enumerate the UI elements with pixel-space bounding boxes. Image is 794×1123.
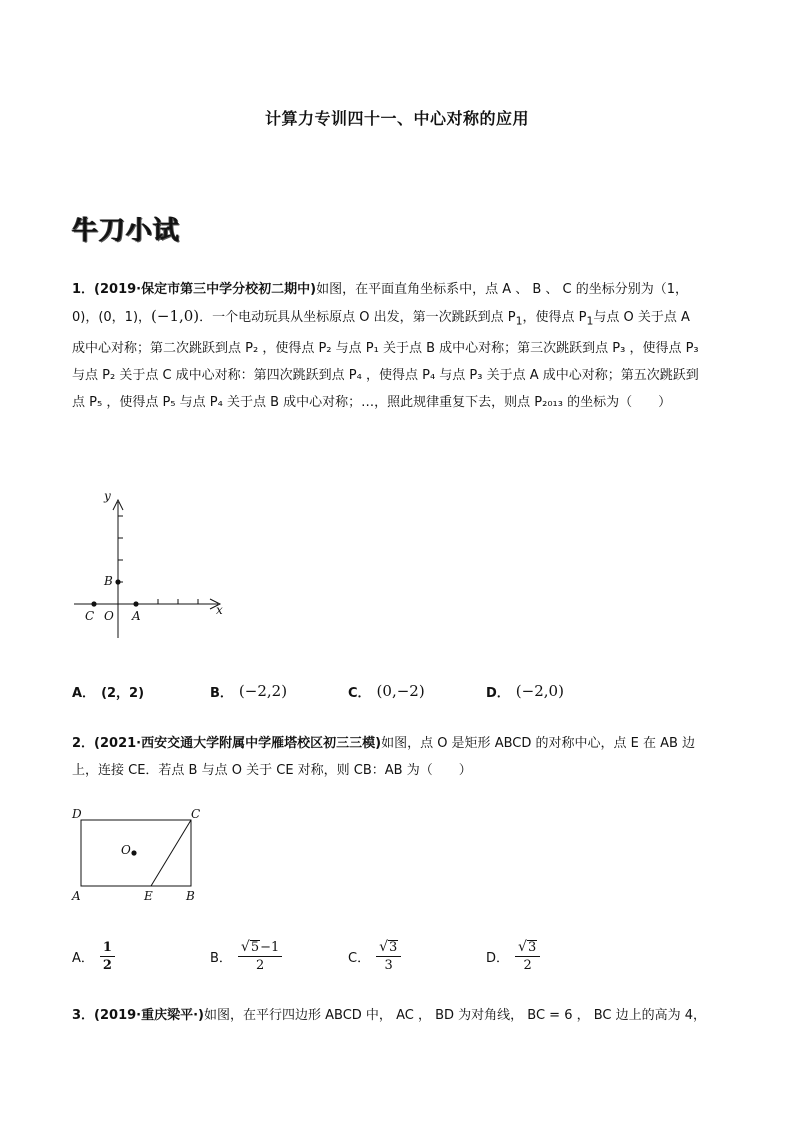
denominator: 2 <box>523 957 532 973</box>
q1-line2-e: 与点 O 关于点 A <box>593 310 690 325</box>
label-o: O <box>104 609 114 623</box>
q1-line-3: 成中心对称；第二次跳跃到点 P₂ ，使得点 P₂ 与点 P₁ 关于点 B 成中心对称；第三次跳跃到点 P₃ ，使得点 P₃ <box>72 340 699 356</box>
radicand: 5 <box>250 939 260 955</box>
q1-choices <box>72 676 732 706</box>
label-o: O <box>121 843 131 857</box>
numerator <box>238 940 282 957</box>
q2-figure <box>66 804 216 906</box>
q2-line-1 <box>72 730 732 757</box>
sqrt <box>518 940 537 955</box>
denominator: 3 <box>384 957 393 973</box>
radical-sign: √ <box>518 938 527 955</box>
q3-line-1 <box>72 1002 732 1029</box>
radicand: 3 <box>527 939 537 955</box>
q1-choice-b[interactable] <box>210 676 287 706</box>
section-title: 牛刀小试 <box>72 216 181 246</box>
numerator: 1 <box>100 940 115 957</box>
sqrt <box>241 940 260 955</box>
radical-sign: √ <box>379 938 388 955</box>
choice-label: D． <box>486 685 510 701</box>
q2-choice-c[interactable] <box>348 936 401 976</box>
q1-source: 1．(2019·保定市第三中学分校初二期中) <box>72 282 317 297</box>
fraction <box>376 940 401 973</box>
choice-value: (2，2) <box>101 685 145 701</box>
q3-line1-text: 如图，在平行四边形 ABCD 中， AC ， BD 为对角线， BC = 6 ， BC 边上的高为 4， <box>204 1008 707 1023</box>
q2-source: 2．(2021·西安交通大学附属中学雁塔校区初三三模) <box>72 736 382 751</box>
fraction <box>238 940 282 973</box>
label-x: x <box>216 603 223 617</box>
question-1 <box>72 276 732 416</box>
fraction <box>515 940 540 973</box>
choice-value: (−2,0) <box>515 682 564 700</box>
q1-line-2 <box>72 303 732 335</box>
numerator <box>515 940 540 957</box>
choice-value: (0,−2) <box>376 682 425 700</box>
choice-label: C． <box>348 685 371 701</box>
segment-ce <box>151 820 191 886</box>
numerator-rest: −1 <box>260 939 280 955</box>
radicand: 3 <box>389 939 398 955</box>
denominator: 2 <box>255 957 265 973</box>
choice-label: A． <box>72 950 94 966</box>
q2-choice-d[interactable] <box>486 936 540 976</box>
q1-choice-d[interactable] <box>486 676 564 706</box>
q1-line-4: 与点 P₂ 关于点 C 成中心对称：第四次跳跃到点 P₄ ，使得点 P₄ 与点 P₃ 关于点 A 成中心对称；第五次跳跃到 <box>72 367 699 383</box>
page-title: 计算力专训四十一、中心对称的应用 <box>264 109 529 128</box>
label-y: y <box>104 489 111 503</box>
q1-line-5: 点 P₅ ，使得点 P₅ 与点 P₄ 关于点 B 成中心对称；…，照此规律重复下去，则点 P₂₀₁₃ 的坐标为（ ） <box>72 394 672 410</box>
q1-line-1 <box>72 276 732 303</box>
q2-choice-b[interactable] <box>210 936 282 976</box>
q2-choices <box>72 936 732 976</box>
label-c: C <box>85 609 95 623</box>
q1-line2-sub: 1 <box>515 314 523 328</box>
point-a <box>133 601 138 606</box>
denominator: 2 <box>102 957 112 973</box>
choice-label: A． <box>72 685 96 701</box>
choice-value: (−2,2) <box>238 682 288 700</box>
numerator <box>376 940 401 957</box>
q1-line2-sub2: 1 <box>586 314 594 328</box>
point-o <box>131 850 136 855</box>
label-a: A <box>72 889 81 903</box>
q1-choice-c[interactable] <box>348 676 425 706</box>
question-2 <box>72 730 732 784</box>
q1-line1-text: 如图，在平面直角坐标系中，点 A 、 B 、 C 的坐标分别为（1， <box>316 282 689 297</box>
q1-line2-b: (−1,0) <box>151 307 200 325</box>
label-c: C <box>191 807 201 821</box>
q2-choice-a[interactable] <box>72 936 115 976</box>
label-d: D <box>72 807 82 821</box>
y-ticks <box>118 516 123 582</box>
fraction <box>100 940 115 973</box>
point-b <box>115 579 120 584</box>
label-a: A <box>132 609 141 623</box>
x-ticks <box>158 599 198 604</box>
q2-line1-text: 如图，点 O 是矩形 ABCD 的对称中心，点 E 在 AB 边 <box>381 736 696 751</box>
q1-line2-d: ，使得点 P <box>522 310 587 325</box>
point-c <box>91 601 96 606</box>
question-3 <box>72 1002 732 1029</box>
choice-label: D． <box>486 950 510 966</box>
label-b: B <box>104 574 113 588</box>
label-b: B <box>186 889 195 903</box>
choice-label: B． <box>210 685 233 701</box>
q2-line-2: 上，连接 CE．若点 B 与点 O 关于 CE 对称，则 CB：AB 为（ ） <box>72 763 472 778</box>
q1-figure <box>66 488 236 648</box>
sqrt <box>379 940 398 955</box>
choice-label: C． <box>348 950 371 966</box>
q1-line2-c: ．一个电动玩具从坐标原点 O 出发，第一次跳跃到点 P <box>199 310 516 325</box>
q1-choice-a[interactable] <box>72 676 144 706</box>
label-e: E <box>144 889 153 903</box>
choice-label: B． <box>210 950 232 966</box>
radical-sign: √ <box>240 938 250 955</box>
q3-source: 3．(2019·重庆梁平·) <box>72 1008 204 1023</box>
q1-line2-a: 0)，(0，1)， <box>72 310 152 325</box>
